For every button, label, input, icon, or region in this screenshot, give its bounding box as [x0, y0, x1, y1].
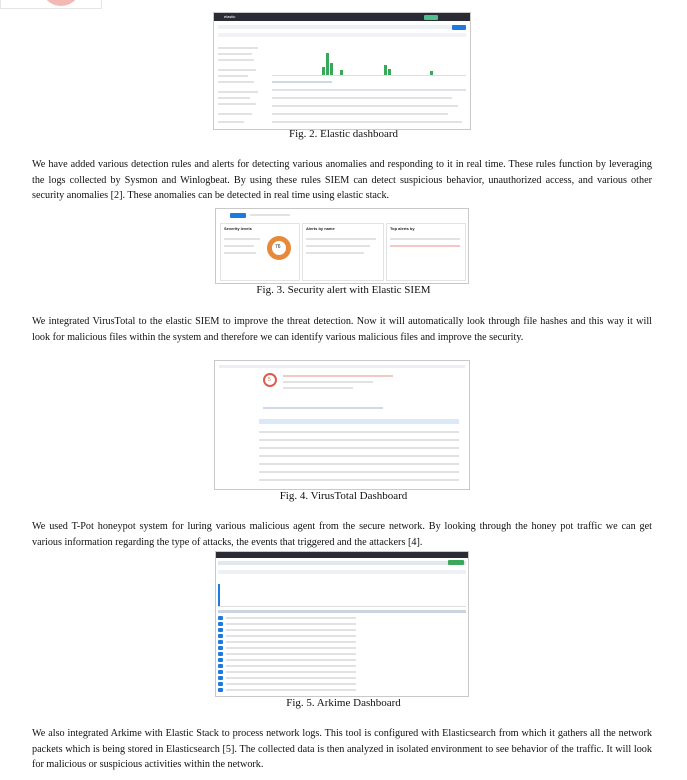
- document-table: [272, 81, 466, 127]
- paragraph-tpot: We used T-Pot honeypot system for luring various malicious agent from the secure network. By looking through the honey pot traffic we can get various information regarding the type of attacks, the events that triggered and the attackers [4].: [32, 521, 652, 548]
- panel-title-alerts: Alerts by name: [306, 226, 335, 231]
- field-sidebar: [218, 43, 264, 127]
- figure-security-alerts: [215, 208, 469, 284]
- vt-alert-line: [283, 375, 393, 377]
- paragraph-arkime: We also integrated Arkime with Elastic Stack to process network logs. This tool is configured with Elasticsearch from which it gathers all the network packets which is being stored in Elasticsearch [5]. The collected data is then analyzed in isolated environment to see behavior of the traffic. It will look for malicious or suspicious activities within the network.: [32, 728, 652, 770]
- panel-title-severity: Severity levels: [224, 226, 252, 231]
- paragraph-detection-rules: We have added various detection rules and alerts for detecting various anomalies and responding to it in real time. These rules function by leveraging the logs collected by Sysmon and Winlogbeat. By using these rules SIEM can detect suspicious behavior, unauthorized access, and various other security anomalies [2]. These anomalies can be detected in real time using elastic stack.: [32, 159, 652, 201]
- figure-virustotal: [214, 360, 470, 490]
- caption-fig4: Fig. 4. VirusTotal Dashboard: [279, 490, 408, 502]
- query-row: [218, 33, 466, 37]
- app-name: elastic: [224, 14, 236, 19]
- green-button: [424, 15, 438, 20]
- detection-score: 5: [268, 377, 271, 383]
- toolbar-row: [218, 25, 466, 29]
- paragraph-virustotal: We integrated VirusTotal to the elastic SIEM to improve the threat detection. Now it will automatically look through file hashes and this way it will look for malicious files within the system and therefore we can identify various malicious files and improve the security.: [32, 316, 652, 343]
- arkime-search-button: [448, 560, 464, 565]
- histogram: [272, 43, 466, 76]
- arkime-topbar: [216, 552, 468, 558]
- vt-topbar: [219, 365, 465, 368]
- arkime-filter-row: [218, 570, 466, 574]
- red-arc-decoration: [41, 0, 81, 6]
- panel-title-top: Top alerts by: [390, 226, 415, 231]
- alerts-by-name-panel: [302, 223, 384, 281]
- donut-value: 76: [275, 244, 281, 250]
- arkime-search: [218, 561, 466, 565]
- vt-results-table: [259, 431, 459, 485]
- top-fragment: [0, 0, 102, 9]
- arkime-timeline: [218, 578, 466, 607]
- vt-info-banner: [259, 419, 459, 424]
- severity-panel: [220, 223, 300, 281]
- caption-fig3: Fig. 3. Security alert with Elastic SIEM: [256, 284, 431, 296]
- arkime-table-header: [218, 610, 466, 613]
- search-button: [452, 25, 466, 30]
- vt-tabs: [263, 407, 383, 409]
- caption-fig5: Fig. 5. Arkime Dashboard: [286, 697, 401, 709]
- summary-tab: [230, 213, 246, 218]
- figure-elastic-dashboard: [213, 12, 471, 130]
- figure-arkime: [215, 551, 469, 697]
- tab-row: [250, 214, 290, 216]
- caption-fig2: Fig. 2. Elastic dashboard: [288, 128, 399, 140]
- arkime-session-table: [218, 616, 466, 694]
- top-alerts-panel: [386, 223, 466, 281]
